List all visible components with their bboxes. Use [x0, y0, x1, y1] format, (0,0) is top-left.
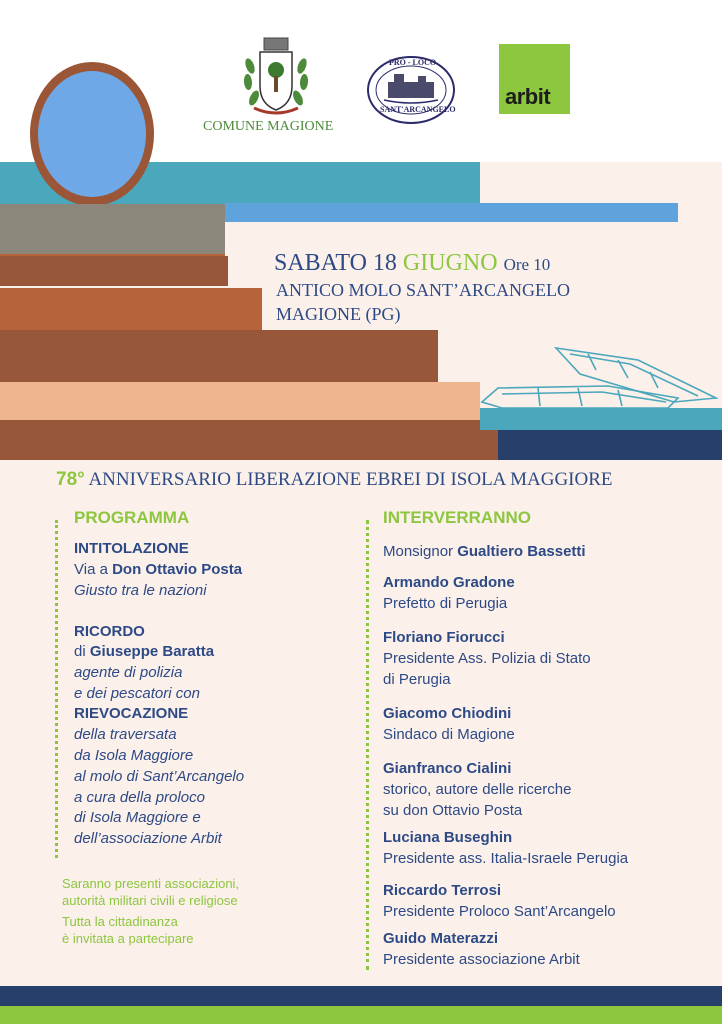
bassetti-name: Gualtiero Bassetti [457, 543, 586, 560]
speaker-name: Floriano Fiorucci [383, 629, 505, 646]
step-brown-3 [0, 420, 498, 460]
via-name: Don Ottavio Posta [112, 561, 243, 578]
speaker-name: Armando Gradone [383, 574, 515, 591]
speaker-role: Presidente Proloco Sant’Arcangelo [383, 903, 616, 920]
pescatori-line: e dei pescatori con [74, 685, 200, 702]
speaker-role: di Perugia [383, 671, 451, 688]
step-brown-1 [0, 256, 228, 286]
footer-green-band [0, 1006, 722, 1024]
note-line: Tutta la cittadinanza [62, 914, 178, 929]
speaker-role: Sindaco di Magione [383, 726, 515, 743]
bassetti-line [383, 543, 586, 560]
programma-line: dell’associazione Arbit [74, 830, 222, 847]
baratta-line [74, 643, 214, 660]
anniversary-number: 78° [56, 469, 85, 490]
event-month: GIUGNO [402, 250, 498, 276]
agente-line: agente di polizia [74, 664, 183, 681]
speaker-name: Gianfranco Cialini [383, 760, 512, 777]
rievocazione-label: RIEVOCAZIONE [74, 705, 189, 722]
programma-line: a cura della proloco [74, 789, 205, 806]
speaker-role: Prefetto di Perugia [383, 595, 508, 612]
speaker-role: Presidente Ass. Polizia di Stato [383, 650, 591, 667]
anniversary-text: ANNIVERSARIO LIBERAZIONE EBREI DI ISOLA MAGGIORE [88, 469, 613, 490]
note-line: autorità militari civili e religiose [62, 893, 238, 908]
programma-line: della traversata [74, 726, 177, 743]
programma-line: di Isola Maggiore e [74, 809, 201, 826]
via-prefix: Via a [74, 561, 108, 578]
speaker-name: Guido Materazzi [383, 930, 499, 947]
baratta-name: Giuseppe Baratta [89, 643, 215, 660]
monsignor-text: Monsignor [383, 543, 454, 560]
speaker-name: Giacomo Chiodini [383, 705, 512, 722]
programma-line: da Isola Maggiore [74, 747, 194, 764]
speaker-role: storico, autore delle ricerche [383, 781, 572, 798]
event-time: Ore 10 [503, 255, 551, 274]
step-tan [0, 382, 480, 420]
arbit-logo-label: arbit [505, 84, 551, 109]
speaker-role: su don Ottavio Posta [383, 802, 523, 819]
right-dotted-divider [366, 520, 369, 970]
proloco-top-label: PRO - LOCO [389, 58, 437, 67]
water-dark-blue [498, 430, 722, 460]
step-gray [0, 204, 225, 256]
ricordo-label: RICORDO [74, 623, 145, 640]
boats-illustration [478, 342, 722, 412]
oval-mirror-decoration [38, 71, 146, 197]
speaker-role: Presidente associazione Arbit [383, 951, 580, 968]
comune-magione-label: COMUNE MAGIONE [203, 119, 334, 134]
speaker-role: Presidente ass. Italia-Israele Perugia [383, 850, 629, 867]
anniversary-title [56, 469, 613, 491]
step-rust [0, 288, 262, 330]
di-text: di [74, 643, 86, 660]
blue-band [224, 203, 678, 222]
footer-navy-band [0, 986, 722, 1006]
comune-crest-icon [240, 36, 312, 118]
event-date-line [274, 250, 550, 277]
programma-heading: PROGRAMMA [74, 508, 190, 527]
programma-line: al molo di Sant’Arcangelo [74, 768, 245, 785]
via-line [74, 561, 242, 578]
giusto-line: Giusto tra le nazioni [74, 582, 207, 599]
proloco-bottom-label: SANT'ARCANGELO [380, 105, 456, 114]
interverranno-heading: INTERVERRANNO [383, 508, 531, 527]
note-line: è invitata a partecipare [62, 931, 194, 946]
intitolazione-label: INTITOLAZIONE [74, 540, 189, 557]
event-day: SABATO 18 [274, 250, 397, 276]
event-place: ANTICO MOLO SANT’ARCANGELO [276, 280, 570, 300]
left-dotted-divider [55, 520, 58, 858]
note-line: Saranno presenti associazioni, [62, 876, 240, 891]
speaker-name: Luciana Buseghin [383, 829, 513, 846]
event-city: MAGIONE (PG) [276, 304, 401, 324]
step-brown-2 [0, 330, 438, 382]
speaker-name: Riccardo Terrosi [383, 882, 502, 899]
